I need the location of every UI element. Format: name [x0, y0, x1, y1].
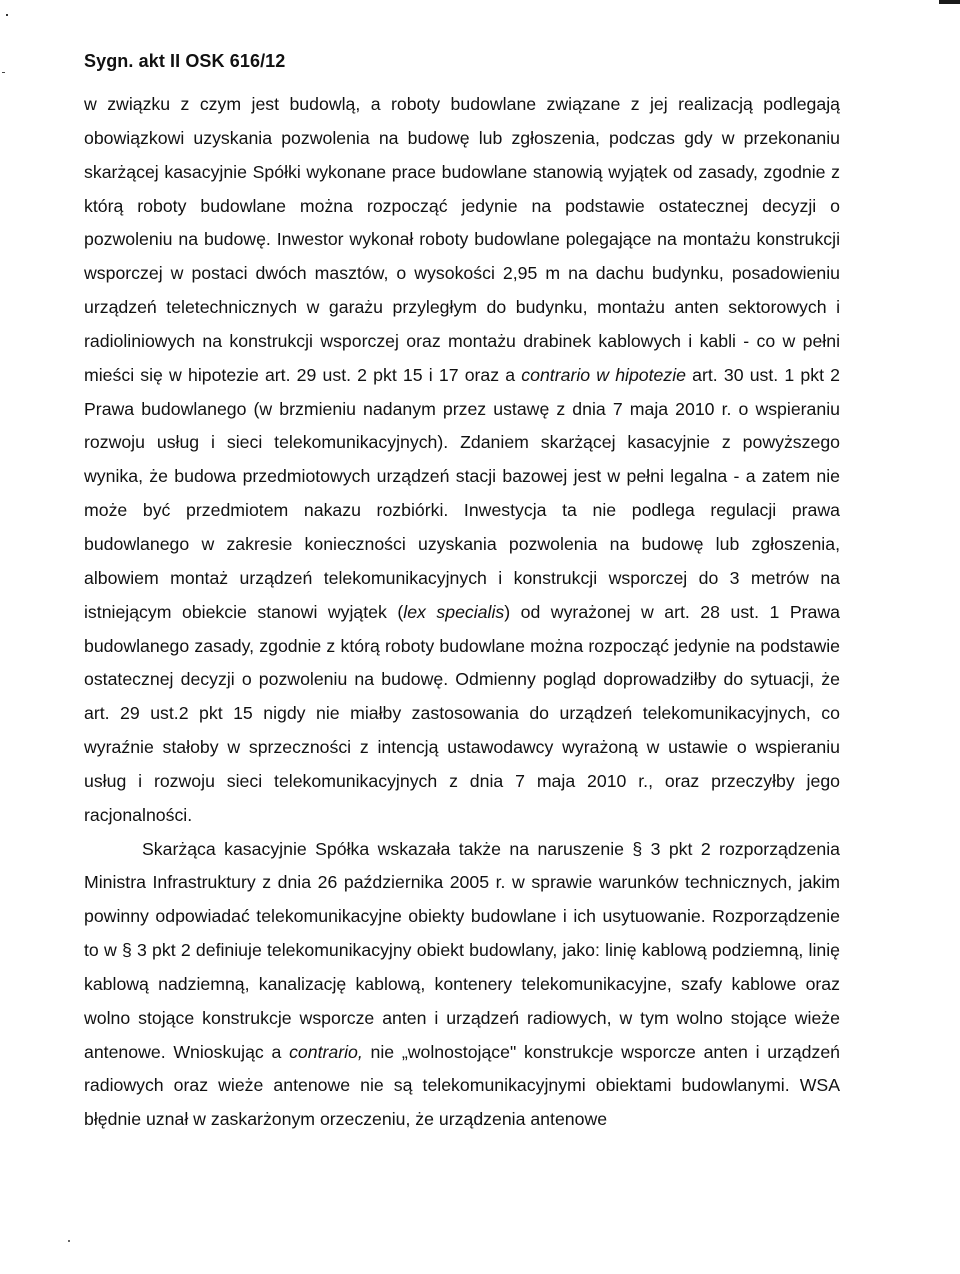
- italic-term: lex specialis: [403, 601, 505, 622]
- text-run: ) od wyrażonej w art. 28 ust. 1 Prawa budowlanego zasady, zgodnie z którą roboty budowlane można rozpocząć jedynie na podstawie ostatecznej decyzji o pozwoleniu na budowę. Odmienny pogląd doprowadziłby do sytuacji, że art. 29 ust.2 pkt 15 nigdy nie miałby zastosowania do urządzeń telekomunikacyjnych, co wyraźnie stałoby w sprzeczności z intencją ustawodawcy wyrażoną w ustawie o wspieraniu usług i rozwoju sieci telekomunikacyjnych z dnia 7 maja 2010 r., oraz przeczyłby jego racjonalności.: [84, 601, 840, 825]
- case-signature: Sygn. akt II OSK 616/12: [84, 51, 286, 71]
- scan-artifact: [939, 0, 960, 4]
- text-run: Skarżąca kasacyjnie Spółka wskazała także na naruszenie § 3 pkt 2 rozporządzenia Ministra Infrastruktury z dnia 26 października 2005 r. w sprawie warunków technicznych, jakim powinny odpowiadać telekomunikacyjne obiekty budowlane i ich usytuowanie. Rozporządzenie to w § 3 pkt 2 definiuje telekomunikacyjny obiekt budowlany, jako: linię kablową podziemną, linię kablową nadziemną, kanalizację kablową, kontenery telekomunikacyjne, szafy kablowe oraz wolno stojące konstrukcje wsporcze anten i urządzeń radiowych, w tym wolno stojące wieże antenowe. Wnioskując a: [84, 838, 840, 1062]
- text-run: w związku z czym jest budowlą, a roboty budowlane związane z jej realizacją podlegają obowiązkowi uzyskania pozwolenia na budowę lub zgłoszenia, podczas gdy w przekonaniu skarżącej kasacyjnie Spółki wykonane prace budowlane stanowią wyjątek od zasady, zgodnie z którą roboty budowlane można rozpocząć jedynie na podstawie ostatecznej decyzji o pozwoleniu na budowę. Inwestor wykonał roboty budowlane polegające na montażu konstrukcji wsporczej w postaci dwóch masztów, o wysokości 2,95 m na dachu budynku, posadowieniu urządzeń teletechnicznych w garażu przyległym do budynku, montażu anten sektorowych i radioliniowych na konstrukcji wsporczej oraz montażu drabinek kablowych i kabli - co w pełni mieści się w hipotezie art. 29 ust. 2 pkt 15 i 17 oraz a: [84, 94, 840, 385]
- scan-artifact: [2, 72, 5, 73]
- document-body: [84, 88, 840, 1137]
- italic-term: contrario,: [289, 1041, 363, 1062]
- italic-term: contrario w hipotezie: [521, 364, 686, 385]
- scan-artifact: [6, 14, 8, 16]
- paragraph-2: [84, 833, 840, 1138]
- scan-artifact: [68, 1240, 70, 1242]
- text-run: nie „wolnostojące" konstrukcje wsporcze anten i urządzeń radiowych oraz wieże antenowe nie są telekomunikacyjnymi obiektami budowlanymi. WSA błędnie uznał w zaskarżonym orzeczeniu, że urządzenia antenowe: [84, 1041, 840, 1130]
- paragraph-1: [84, 88, 840, 833]
- text-run: art. 30 ust. 1 pkt 2 Prawa budowlanego (w brzmieniu nadanym przez ustawę z dnia 7 maja 2010 r. o wspieraniu rozwoju usług i sieci telekomunikacyjnych). Zdaniem skarżącej kasacyjnie z powyższego wynika, że budowa przedmiotowych urządzeń stacji bazowej jest w pełni legalna - a zatem nie może być przedmiotem nakazu rozbiórki. Inwestycja ta nie podlega regulacji prawa budowlanego w zakresie konieczności uzyskania pozwolenia na budowę lub zgłoszenia, albowiem montaż urządzeń telekomunikacyjnych i konstrukcji wsporczej do 3 metrów na istniejącym obiekcie stanowi wyjątek (: [84, 364, 840, 622]
